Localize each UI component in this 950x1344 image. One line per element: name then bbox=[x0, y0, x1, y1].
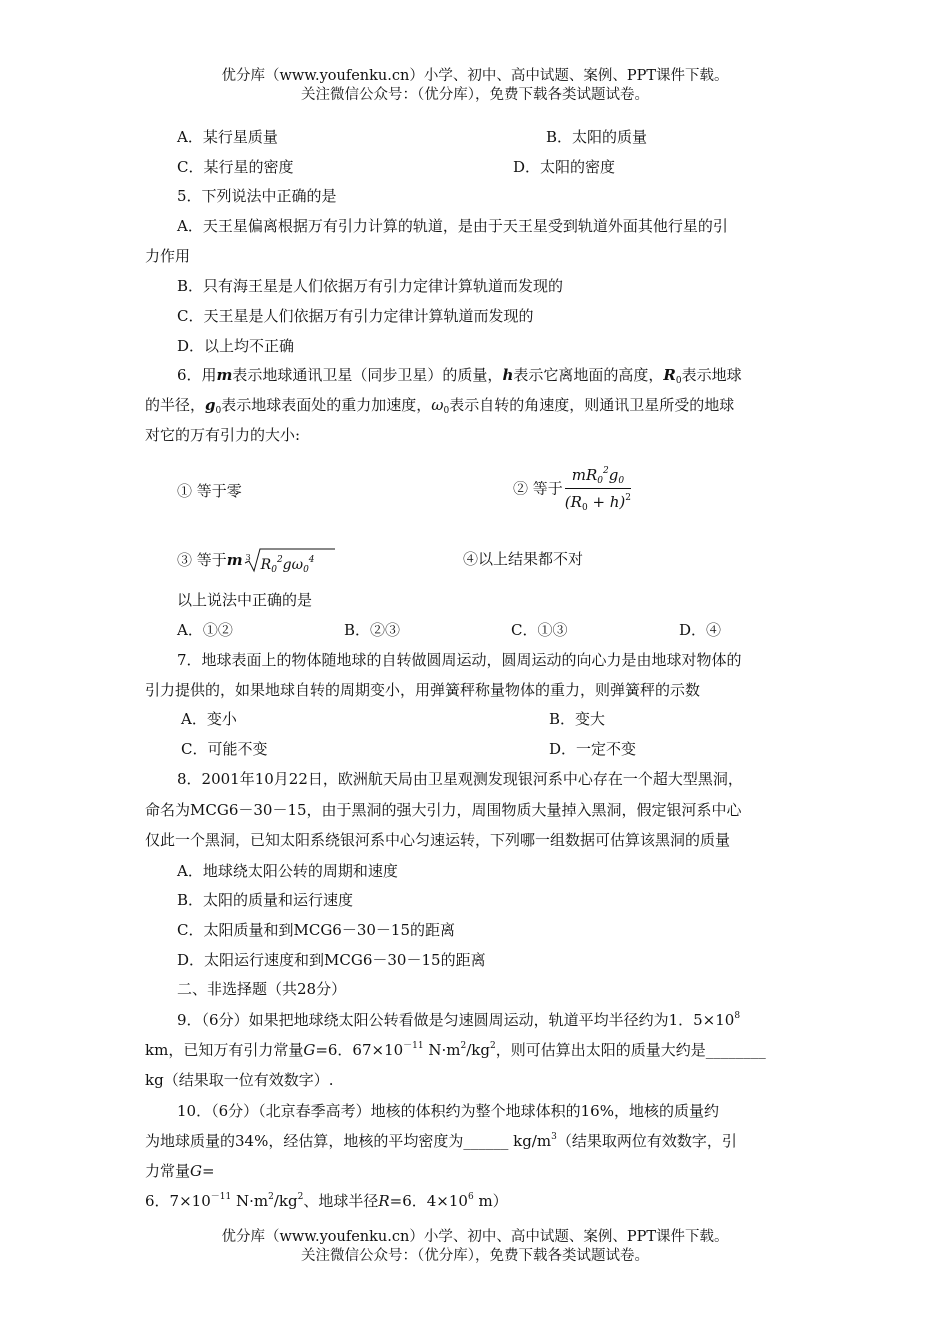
q9-line1: 9．（6分）如果把地球绕太阳公转看做是匀速圆周运动，轨道平均半径约为1．$5\times 10^8$ bbox=[177, 1011, 741, 1029]
q10-line1: 10．（6分）（北京春季高考）地核的体积约为整个地球体积的16%，地核的质量约 bbox=[177, 1102, 719, 1120]
q4-option-d: D．太阳的密度 bbox=[513, 158, 616, 176]
q7-stem-line1: 7．地球表面上的物体随地球的自转做圆周运动，圆周运动的向心力是由地球对物体的 bbox=[177, 651, 742, 669]
q7-option-d: D．一定不变 bbox=[549, 740, 637, 758]
q6-option-4: ④以上结果都不对 bbox=[463, 550, 584, 568]
section-heading: 二、非选择题（共28分） bbox=[177, 980, 347, 998]
q5-option-b: B．只有海王星是人们依据万有引力定律计算轨道而发现的 bbox=[177, 277, 564, 295]
q7-option-a: A．变小 bbox=[181, 710, 237, 728]
q8-stem-line2: 命名为MCG6－30－15，由于黑洞的强大引力，周围物质大量掉入黑洞，假定银河系中心 bbox=[145, 801, 742, 819]
q8-option-d: D．太阳运行速度和到MCG6－30－15的距离 bbox=[177, 951, 486, 969]
q8-stem-line3: 仅此一个黑洞，已知太阳系绕银河系中心匀速运转，下列哪一组数据可估算该黑洞的质量 bbox=[145, 831, 731, 849]
q6-option-1: ① 等于零 bbox=[177, 482, 242, 500]
q6-answer-c: C．①③ bbox=[511, 621, 568, 639]
q7-stem-line2: 引力提供的，如果地球自转的周期变小，用弹簧秤称量物体的重力，则弹簧秤的示数 bbox=[145, 681, 701, 699]
q10-line2: 为地球质量的34%，经估算，地核的平均密度为______ $kg/m^3$（结果取两位有效数字，引 bbox=[145, 1132, 737, 1150]
q5-stem: 5．下列说法中正确的是 bbox=[177, 187, 337, 205]
q7-option-b: B．变大 bbox=[549, 710, 606, 728]
q6-option-2: ② 等于 $\frac{mR_0^2g_0}{(R_0 + h)^2}$ bbox=[513, 466, 632, 513]
q10-line3: 力常量G= bbox=[145, 1162, 215, 1180]
header-line-2: 关注微信公众号：（优分库），免费下载各类试题试卷。 bbox=[301, 87, 649, 103]
q7-option-c: C．可能不变 bbox=[181, 740, 268, 758]
q8-option-a: A．地球绕太阳公转的周期和速度 bbox=[177, 862, 398, 880]
q6-stem-line3: 对它的万有引力的大小: bbox=[145, 426, 301, 444]
q10-line4: 6．$7\times 10^{-11}$ $N\cdot m^2/kg^2$、地球半径R=6．$4\times 10^6$ m） bbox=[145, 1192, 508, 1210]
q9-line2: km，已知万有引力常量G=6．$67\times 10^{-11}$ $N\cdot m^2/kg^2$，则可估算出太阳的质量大约是________ bbox=[145, 1041, 766, 1059]
q6-option-3: ③ 等于m 3 $R_0^2g\omega_0^4$ bbox=[177, 546, 335, 573]
q6-answer-a: A．①② bbox=[177, 621, 233, 639]
footer-line-1: 优分库（www.youfenku.cn）小学、初中、高中试题、案例、PPT课件下载。 bbox=[221, 1229, 729, 1245]
q6-cube-root: 3 $R_0^2g\omega_0^4$ bbox=[243, 547, 335, 573]
q5-option-d: D．以上均不正确 bbox=[177, 337, 295, 355]
q4-option-a: A．某行星质量 bbox=[177, 128, 278, 146]
q6-stem-line1: 6．用m表示地球通讯卫星（同步卫星）的质量，h表示它离地面的高度，$R_0$表示地球 bbox=[177, 366, 742, 386]
q6-answer-d: D．④ bbox=[679, 621, 722, 639]
q4-option-c: C．某行星的密度 bbox=[177, 158, 294, 176]
q8-stem-line1: 8．2001年10月22日，欧洲航天局由卫星观测发现银河系中心存在一个超大型黑洞， bbox=[177, 770, 743, 788]
q4-option-b: B．太阳的质量 bbox=[546, 128, 648, 146]
header-line-1: 优分库（www.youfenku.cn）小学、初中、高中试题、案例、PPT课件下载。 bbox=[221, 68, 729, 84]
q5-option-c: C．天王星是人们依据万有引力定律计算轨道而发现的 bbox=[177, 307, 534, 325]
footer-line-2: 关注微信公众号：（优分库），免费下载各类试题试卷。 bbox=[301, 1248, 649, 1264]
q6-ask: 以上说法中正确的是 bbox=[177, 591, 313, 609]
q8-option-c: C．太阳质量和到MCG6－30－15的距离 bbox=[177, 921, 456, 939]
q6-fraction: $\frac{mR_0^2g_0}{(R_0 + h)^2}$ bbox=[564, 466, 632, 513]
q5-option-a-line2: 力作用 bbox=[145, 247, 191, 265]
q6-answer-b: B．②③ bbox=[344, 621, 401, 639]
q6-stem-line2: 的半径，$g_0$表示地球表面处的重力加速度，$\omega_0$表示自转的角速度，则通讯卫星所受的地球 bbox=[145, 396, 735, 416]
q5-option-a-line1: A．天王星偏离根据万有引力计算的轨道，是由于天王星受到轨道外面其他行星的引 bbox=[177, 217, 728, 235]
q9-line3: kg（结果取一位有效数字）. bbox=[145, 1071, 334, 1089]
q8-option-b: B．太阳的质量和运行速度 bbox=[177, 891, 354, 909]
